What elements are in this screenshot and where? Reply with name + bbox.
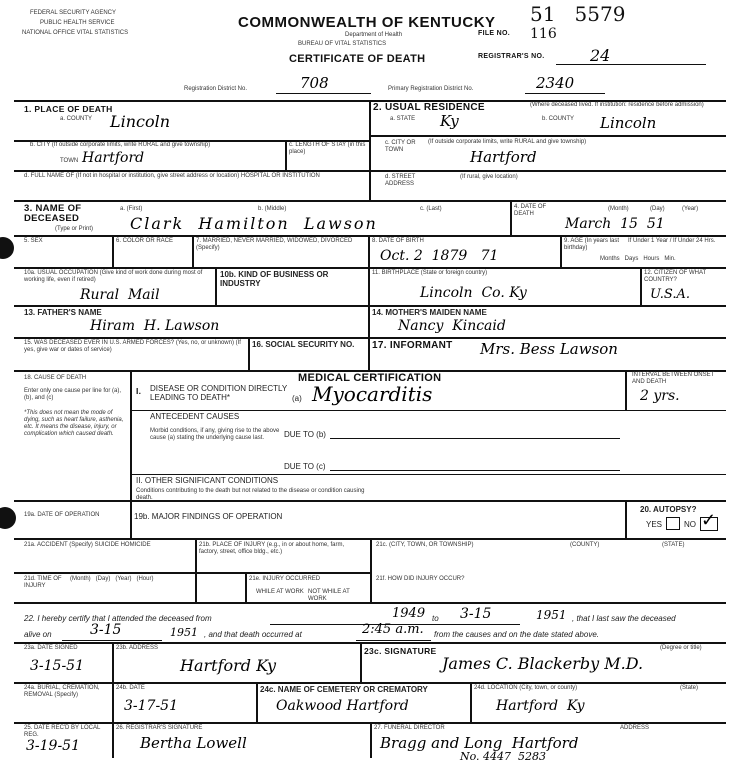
occupation-value: Rural Mail <box>80 287 160 303</box>
cause-note: Enter only one cause per line for (a), (b), and (c) <box>24 388 122 401</box>
how-injury-label: 21f. HOW DID INJURY OCCUR? <box>376 576 465 582</box>
occupation-label: 10a. USUAL OCCUPATION (Give kind of work done during most of working life, even if retired) <box>24 270 203 283</box>
place-of-death-label: 1. PLACE OF DEATH <box>24 104 113 114</box>
res-city-value: Hartford <box>470 148 537 166</box>
autopsy-label: 20. AUTOPSY? <box>640 505 697 514</box>
mother-label: 14. MOTHER'S MAIDEN NAME <box>372 308 487 317</box>
mother-value: Nancy Kincaid <box>398 318 506 334</box>
signature-label: 23c. SIGNATURE <box>364 646 437 656</box>
registrar-no-value: 24 <box>590 46 611 65</box>
degree-label: (Degree or title) <box>660 645 702 651</box>
alive-label: alive on <box>24 630 52 639</box>
autopsy-no: NO <box>684 520 696 529</box>
first-label: a. (First) <box>120 206 143 212</box>
agency-line-2: PUBLIC HEALTH SERVICE <box>40 20 115 26</box>
morbid-label: Morbid conditions, if any, giving rise to the above cause (a) stating the underlying cause last. <box>150 428 280 441</box>
date-signed-value: 3-15-51 <box>30 658 84 674</box>
primary-district-label: Primary Registration District No. <box>388 86 474 92</box>
cemetery-label: 24c. NAME OF CEMETERY OR CREMATORY <box>260 685 428 694</box>
part2-label: II. OTHER SIGNIFICANT CONDITIONS <box>136 476 279 485</box>
cemetery-value: Oakwood Hartford <box>276 698 409 714</box>
length-stay-label: c. LENGTH OF STAY (in this place) <box>289 142 366 155</box>
time-injury-label: 21d. TIME OF INJURY <box>24 576 62 589</box>
usual-residence-note: (Where deceased lived. If institution: residence before admission) <box>530 102 704 108</box>
accident-label: 21a. ACCIDENT (Specify) SUICIDE HOMICIDE <box>24 542 151 548</box>
registrar-sig-label: 26. REGISTRAR'S SIGNATURE <box>116 725 203 731</box>
date-death-value: March 15 51 <box>565 216 665 232</box>
punch-hole-bottom <box>0 507 16 529</box>
res-county-value: Lincoln <box>600 114 657 132</box>
burial-date-value: 3-17-51 <box>124 698 178 714</box>
department-line: Department of Health <box>345 32 403 38</box>
town-label: TOWN <box>60 158 79 164</box>
attended-from: 1949 <box>392 606 426 621</box>
autopsy-yes-box[interactable] <box>666 517 680 530</box>
father-value: Hiram H. Lawson <box>90 318 220 334</box>
month-label: (Month) <box>608 206 629 212</box>
name-label: 3. NAME OF DECEASED <box>24 203 82 224</box>
side-note: *This does not mean the mode of dying, such as heart failure, asthenia, etc. It means the disease, injury, or complication which caused death. <box>24 410 124 437</box>
findings-label: 19b. MAJOR FINDINGS OF OPERATION <box>134 512 283 521</box>
informant-label: 17. INFORMANT <box>372 340 453 351</box>
not-work-label: NOT WHILE AT WORK <box>308 589 350 602</box>
hospital-label: d. FULL NAME OF (If not in hospital or institution, give street address or location) HOSPITAL OR INSTITUTION <box>24 173 320 179</box>
social-label: 16. SOCIAL SECURITY NO. <box>252 340 355 349</box>
res-county-label: b. COUNTY <box>542 116 575 122</box>
antecedent-label: ANTECEDENT CAUSES <box>150 412 240 421</box>
cause-a-value: Myocarditis <box>312 382 433 406</box>
cause-label: 18. CAUSE OF DEATH <box>24 375 87 381</box>
street-label: d. STREET ADDRESS <box>385 174 416 187</box>
county-label: a. COUNTY <box>60 116 93 122</box>
birth-label: 8. DATE OF BIRTH <box>372 238 424 244</box>
res-city-label: c. CITY OR TOWN <box>385 140 416 153</box>
part1-label: I. <box>136 386 142 396</box>
reg-district-value: 708 <box>300 74 329 92</box>
certificate-title: CERTIFICATE OF DEATH <box>289 53 426 65</box>
date-rec-value: 3-19-51 <box>26 738 80 754</box>
footer-stamp: No. 4447 5283 <box>460 750 547 763</box>
injury-county-label: (COUNTY) <box>570 542 600 548</box>
age-label: 9. AGE (In years last birthday) <box>564 238 620 251</box>
punch-hole-top <box>0 237 14 259</box>
burial-date-label: 24b. DATE <box>116 685 145 691</box>
part2-note: Conditions contributing to the death but not related to the disease or condition causing death. <box>136 488 365 501</box>
state-label: a. STATE <box>390 116 416 122</box>
date-rec-label: 25. DATE REC'D BY LOCAL REG. <box>24 725 101 738</box>
agency-line-1: FEDERAL SECURITY AGENCY <box>30 10 117 16</box>
medical-title: MEDICAL CERTIFICATION <box>298 372 442 384</box>
name-sub: (Type or Print) <box>55 226 94 232</box>
location-label: 24d. LOCATION (City, town, or county) <box>474 685 578 691</box>
cert-address-value: Hartford Ky <box>180 656 277 675</box>
death-occurred-label: , and that death occurred at <box>204 630 302 639</box>
armed-label: 15. WAS DECEASED EVER IN U.S. ARMED FORCES? (Yes, no, or unknown) (If yes, give war or dates of service) <box>24 340 241 353</box>
state-value: Ky <box>440 112 459 130</box>
bureau-line: BUREAU OF VITAL STATISTICS <box>298 41 387 47</box>
cert-address-label: 23b. ADDRESS <box>116 645 159 651</box>
town-value: Hartford <box>82 150 145 166</box>
reg-district-label: Registration District No. <box>184 86 248 92</box>
day-label: (Day) <box>650 206 665 212</box>
autopsy-yes: YES <box>646 520 663 529</box>
age-cols: Months Days Hours Min. <box>600 256 676 262</box>
file-no-label: FILE NO. <box>478 30 510 37</box>
citizen-label: 12. CITIZEN OF WHAT COUNTRY? <box>644 270 707 283</box>
attended-to: 3-15 <box>460 606 492 622</box>
usual-residence-label: 2. USUAL RESIDENCE <box>373 102 485 113</box>
corner-number: 51 5579 <box>530 2 626 26</box>
last-label: c. (Last) <box>420 206 442 212</box>
business-label: 10b. KIND OF BUSINESS OR INDUSTRY <box>220 270 329 288</box>
attended-to-year: 1951 <box>536 608 567 622</box>
location-value: Hartford Ky <box>496 698 585 714</box>
death-time: 2:45 a.m. <box>362 622 424 637</box>
interval-value: 2 yrs. <box>640 388 680 404</box>
funeral-director-label: 27. FUNERAL DIRECTOR <box>374 725 445 731</box>
city-label: b. CITY (If outside corporate limits, write RURAL and give township) <box>30 142 211 148</box>
date-death-label: 4. DATE OF DEATH <box>514 204 547 217</box>
place-injury-label: 21b. PLACE OF INJURY (e.g., in or about home, farm, factory, street, office bldg., etc.) <box>199 542 345 555</box>
signature-value: James C. Blackerby M.D. <box>442 654 644 673</box>
file-no-value: 116 <box>530 26 557 42</box>
street-note: (If rural, give location) <box>460 174 518 180</box>
attended-to-label: to <box>432 614 439 623</box>
funeral-director-value: Bragg and Long Hartford <box>380 734 579 752</box>
county-value: Lincoln <box>110 112 171 131</box>
name-value: Clark Hamilton Lawson <box>130 214 378 233</box>
line-a: (a) <box>292 394 302 403</box>
agency-line-3: NATIONAL OFFICE VITAL STATISTICS <box>22 30 129 36</box>
interval-label: INTERVAL BETWEEN ONSET AND DEATH <box>632 372 715 385</box>
res-city-note: (If outside corporate limits, write RURAL and give township) <box>428 139 587 145</box>
primary-district-value: 2340 <box>536 74 575 92</box>
year-label: (Year) <box>682 206 699 212</box>
age-sub: If Under 1 Year / If Under 24 Hrs. <box>628 238 716 244</box>
directly-label: DISEASE OR CONDITION DIRECTLY LEADING TO DEATH* <box>150 384 288 402</box>
father-label: 13. FATHER'S NAME <box>24 308 102 317</box>
alive-year: 1951 <box>170 626 198 639</box>
birth-value: Oct. 2 1879 71 <box>380 248 499 264</box>
occurred-label: 21e. INJURY OCCURRED <box>249 576 321 582</box>
while-work-label: WHILE AT WORK <box>256 589 304 595</box>
certify-line2-post: from the causes and on the date stated above. <box>434 630 599 639</box>
sex-label: 5. SEX <box>24 238 43 244</box>
informant-value: Mrs. Bess Lawson <box>480 340 618 358</box>
injury-state-label: (STATE) <box>662 542 685 548</box>
time-cols: (Month) (Day) (Year) (Hour) <box>70 576 154 582</box>
middle-label: b. (Middle) <box>258 206 287 212</box>
date-signed-label: 23a. DATE SIGNED <box>24 645 78 651</box>
location-state-label: (State) <box>680 685 699 691</box>
citizen-value: U.S.A. <box>650 287 690 302</box>
due-c: DUE TO (c) <box>284 462 326 471</box>
color-label: 6. COLOR OR RACE <box>116 238 174 244</box>
form-title: COMMONWEALTH OF KENTUCKY <box>238 14 496 31</box>
operation-label: 19a. DATE OF OPERATION <box>24 512 100 518</box>
alive-value: 3-15 <box>90 622 122 638</box>
certify-line1: 22. I hereby certify that I attended the deceased from <box>24 614 212 623</box>
birthplace-value: Lincoln Co. Ky <box>420 285 527 301</box>
last-saw-label: , that I last saw the deceased <box>572 614 676 623</box>
registrar-sig-value: Bertha Lowell <box>140 734 247 752</box>
birthplace-label: 11. BIRTHPLACE (State or foreign country) <box>372 270 488 276</box>
due-b: DUE TO (b) <box>284 430 326 439</box>
burial-label: 24a. BURIAL, CREMATION, REMOVAL (Specify) <box>24 685 100 698</box>
injury-city-label: 21c. (CITY, TOWN, OR TOWNSHIP) <box>376 542 474 548</box>
autopsy-check-mark: ✓ <box>701 510 717 531</box>
married-label: 7. MARRIED, NEVER MARRIED, WIDOWED, DIVORCED (Specify) <box>196 238 353 251</box>
funeral-address-label: ADDRESS <box>620 725 650 731</box>
registrar-no-label: REGISTRAR'S NO. <box>478 53 545 60</box>
